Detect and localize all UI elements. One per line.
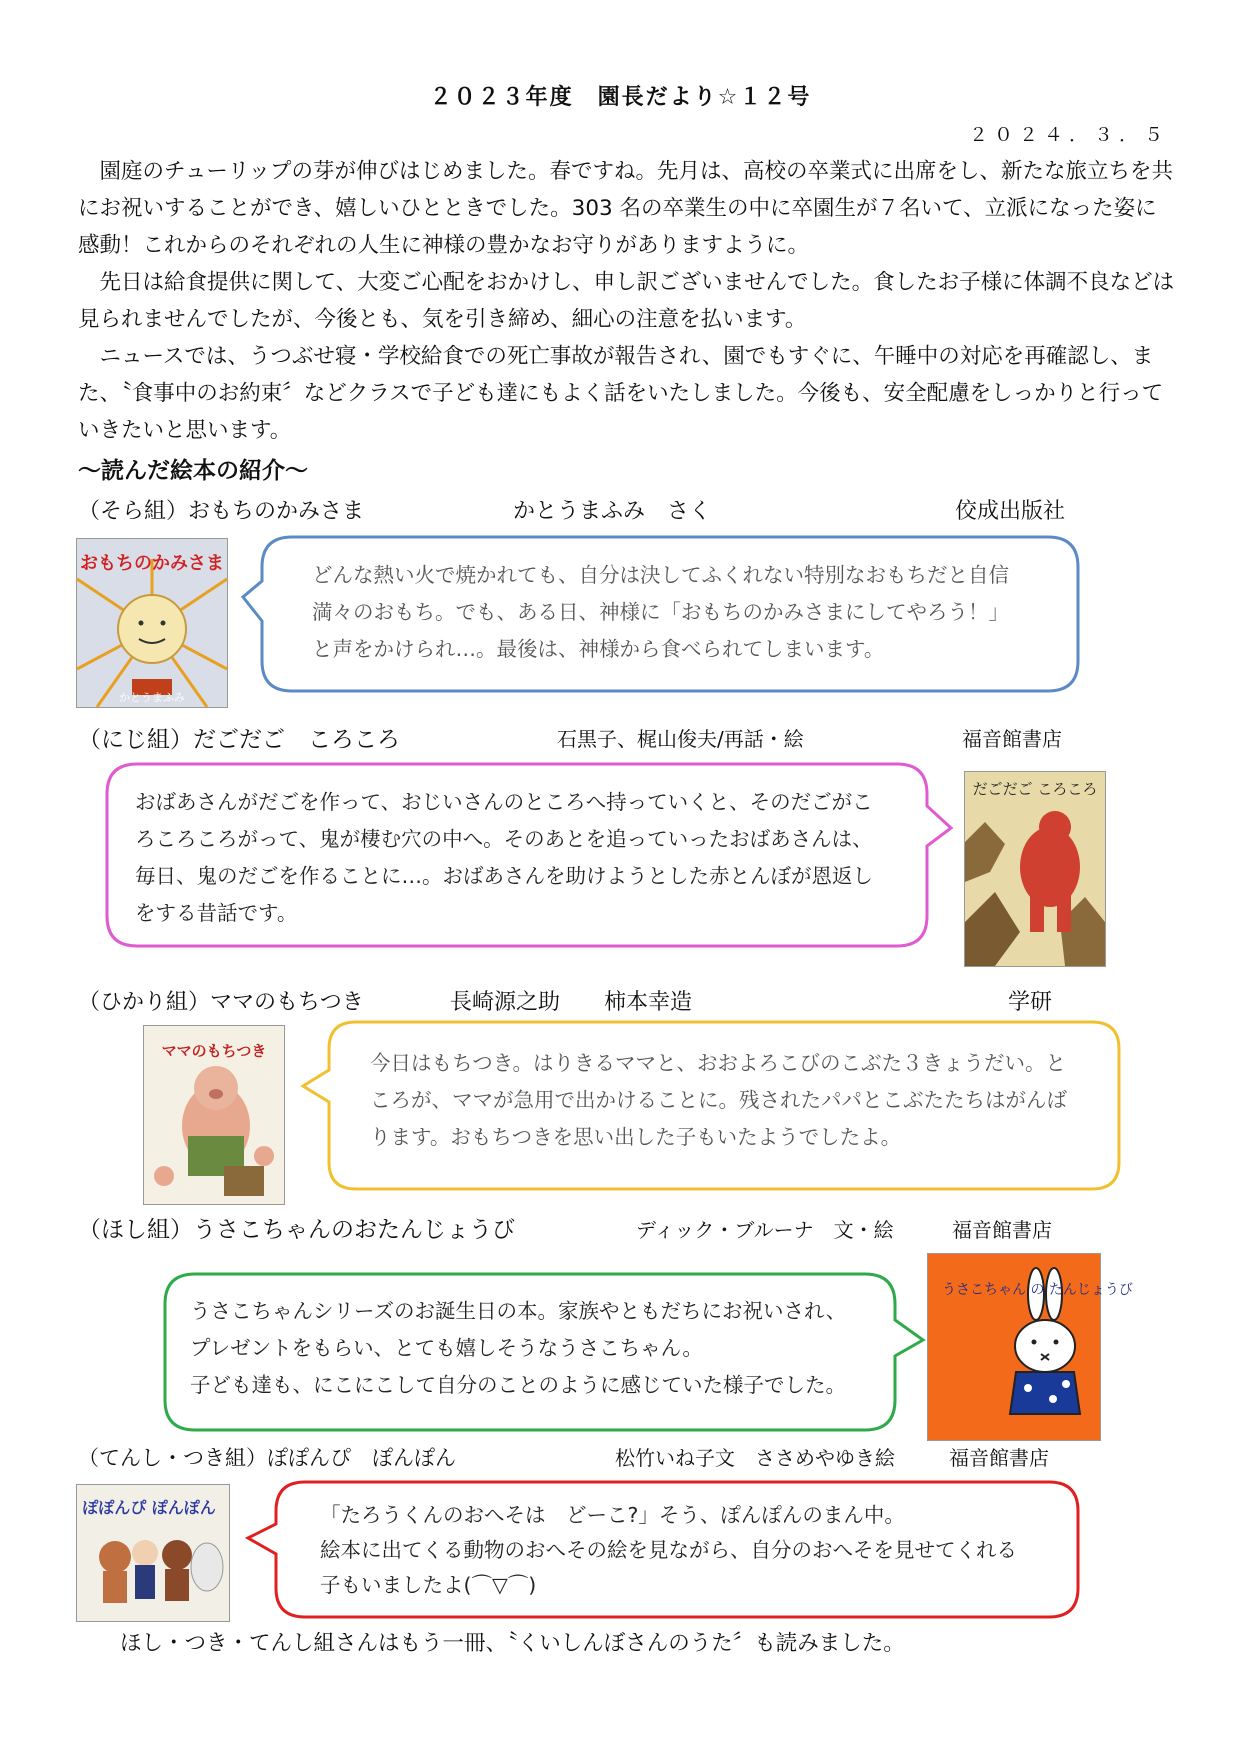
book-1-class-title: （そら組）おもちのかみさま: [78, 499, 365, 524]
book-4-cover-image: [927, 1253, 1133, 1441]
book-5-description-line: 絵本に出てくる動物のおへその絵を見ながら、自分のおへそを見せてくれる: [320, 1538, 1017, 1562]
book-3-description-line: 今日はもちつき。はりきるママと、おおよろこびのこぶた３きょうだい。と: [370, 1051, 1066, 1075]
book-3-class-title: （ひかり組）ママのもちつき: [78, 990, 364, 1015]
book-4-publisher: 福音館書店: [952, 1218, 1052, 1242]
footer-note: ほし・つき・てんし組さんはもう一冊、〝くいしんぼさんのうた〞も読みました。: [120, 1631, 905, 1656]
intro-paragraph-1: 園庭のチューリップの芽が伸びはじめました。春ですね。先月は、高校の卒業式に出席をし、新たな旅立ちを共にお祝いすることができ、嬉しいひとときでした。303 名の卒業生の中に卒園生が７名いて、立派になった姿に感動！これからのそれぞれの人生に神様の豊かなお守りがありますように。: [78, 159, 1174, 258]
book-1-cover-image: [76, 538, 228, 708]
book-1-description-line: 満々のおもち。でも、ある日、神様に「おもちのかみさまにしてやろう！」: [312, 600, 1009, 624]
book-2-cover-title: だごだご ころころ: [972, 780, 1098, 798]
book-5-description: [320, 1498, 1017, 1603]
book-4-author: ディック・ブルーナ 文・絵: [636, 1218, 894, 1242]
book-5-description-line: 子もいましたよ(⌒▽⌒): [320, 1573, 537, 1597]
book-4-description: [190, 1293, 846, 1404]
book-1-cover-author: かとうまふみ: [119, 691, 185, 704]
book-4-description-line: 子ども達も、にこにこして自分のことのように感じていた様子でした。: [190, 1373, 846, 1397]
section-title: ～読んだ絵本の紹介～: [78, 458, 308, 484]
book-5-author: 松竹いね子文 ささめやゆき絵: [615, 1446, 895, 1470]
book-1-description-line: と声をかけられ…。最後は、神様から食べられてしまいます。: [312, 637, 885, 661]
newsletter-title: ２０２３年度 園長だより☆１２号: [429, 85, 812, 110]
book-1-description-line: どんな熱い火で焼かれても、自分は決してふくれない特別なおもちだと自信: [312, 563, 1009, 587]
intro-paragraph-2: 先日は給食提供に関して、大変ご心配をおかけし、申し訳ございませんでした。食したお子様に体調不良などは見られませんでしたが、今後とも、気を引き締め、細心の注意を払います。: [78, 270, 1175, 332]
book-2-publisher: 福音館書店: [962, 727, 1062, 751]
book-2-cover-image: [964, 771, 1106, 967]
book-4-cover-title: うさこちゃん の たんじょうび: [942, 1282, 1133, 1298]
book-2-description: [135, 784, 873, 932]
book-3-author: 長崎源之助 柿本幸造: [450, 990, 693, 1015]
book-3-cover-image: [143, 1025, 285, 1205]
book-2-description-line: をする昔話です。: [135, 901, 298, 925]
book-2-author: 石黒子、梶山俊夫/再話・絵: [557, 727, 804, 751]
book-5-description-line: 「たろうくんのおへそは どーこ?」そう、ぽんぽんのまん中。: [320, 1503, 905, 1527]
book-4-description-line: プレゼントをもらい、とても嬉しそうなうさこちゃん。: [190, 1336, 703, 1360]
intro-text: [78, 153, 1178, 449]
book-2-description-line: ろころころがって、鬼が棲む穴の中へ。そのあとを追っていったおばあさんは、: [135, 827, 873, 851]
book-3-description: [370, 1045, 1067, 1156]
book-4-class-title: （ほし組）うさこちゃんのおたんじょうび: [78, 1217, 515, 1243]
book-2-description-line: おばあさんがだごを作って、おじいさんのところへ持っていくと、そのだごがこ: [135, 790, 873, 814]
book-3-publisher: 学研: [1008, 990, 1053, 1015]
book-5-cover-title: ぽぽんぴ ぽんぽん: [82, 1498, 216, 1517]
book-1-publisher: 佼成出版社: [955, 499, 1066, 524]
newsletter-date: ２０２４．３．５: [968, 124, 1169, 146]
book-5-class-title: （てんし・つき組）ぽぽんぴ ぽんぽん: [78, 1446, 456, 1470]
intro-paragraph-3: ニュースでは、うつぶせ寝・学校給食での死亡事故が報告され、園でもすぐに、午睡中の対応を再確認し、また、〝食事中のお約束〞などクラスで子ども達にもよく話をいたしました。今後も、安全配慮をしっかりと行っていきたいと思います。: [78, 344, 1164, 443]
book-5-publisher: 福音館書店: [949, 1446, 1049, 1470]
book-1-description: [312, 557, 1009, 668]
book-1-author: かとうまふみ さく: [513, 499, 712, 524]
book-3-description-line: ります。おもちつきを思い出した子もいたようでしたよ。: [370, 1125, 902, 1149]
book-1-cover-title: おもちのかみさま: [80, 553, 224, 574]
book-3-description-line: ころが、ママが急用で出かけることに。残されたパパとこぶたたちはがんば: [370, 1088, 1067, 1112]
book-2-class-title: （にじ組）だごだご ころころ: [78, 727, 400, 753]
book-5-cover-image: [76, 1484, 230, 1622]
book-3-cover-title: ママのもちつき: [161, 1042, 267, 1060]
book-4-description-line: うさこちゃんシリーズのお誕生日の本。家族やともだちにお祝いされ、: [190, 1299, 847, 1323]
book-2-description-line: 毎日、鬼のだごを作ることに…。おばあさんを助けようとした赤とんぼが恩返し: [135, 864, 873, 888]
